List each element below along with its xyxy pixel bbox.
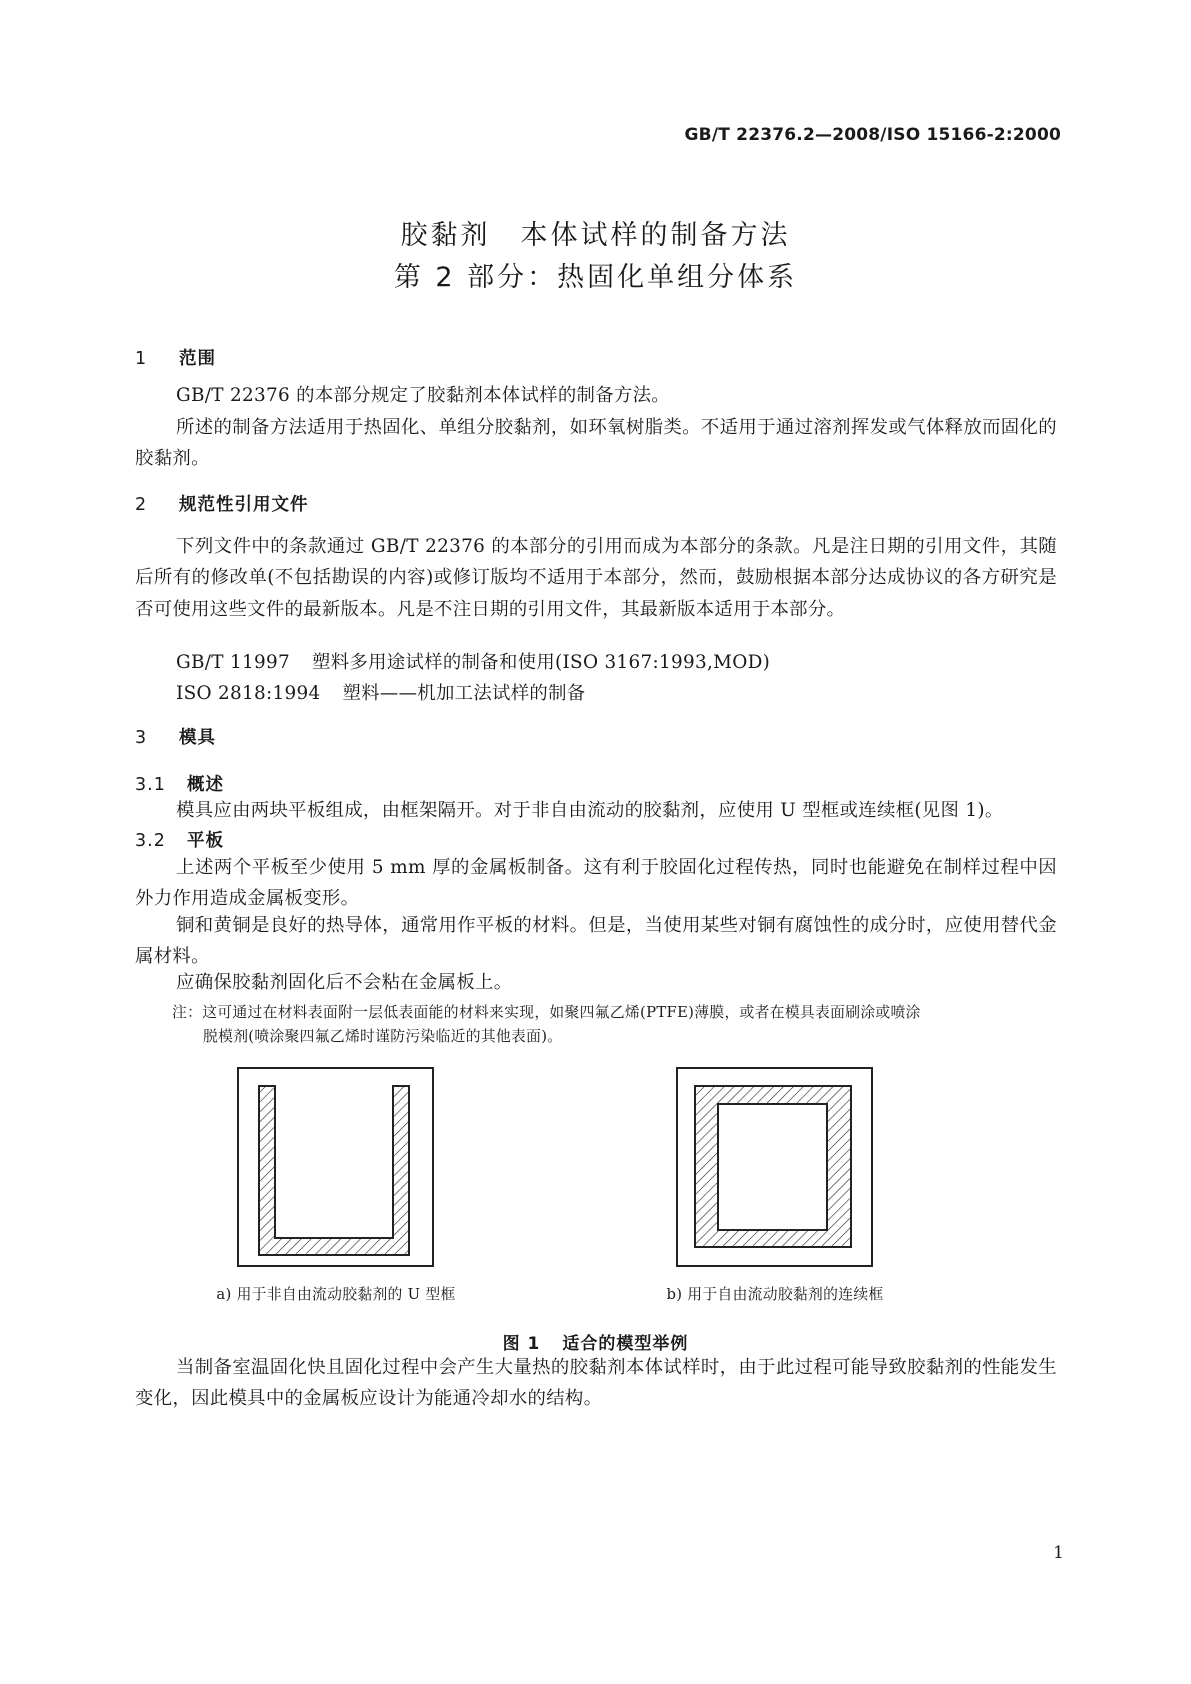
subsection-3-2-paragraph-2: 铜和黄铜是良好的热导体，通常用作平板的材料。但是，当使用某些对铜有腐蚀性的成分时，应使用替代金属材料。 <box>135 915 1057 968</box>
continuous-frame <box>695 1086 851 1247</box>
section-title: 模具 <box>179 728 216 748</box>
figure-caption-b: b) 用于自由流动胶黏剂的连续框 <box>666 1286 884 1303</box>
document-subtitle: 第 2 部分：热固化单组分体系 <box>393 262 798 293</box>
subsection-3-2-heading <box>135 827 224 852</box>
section-number: 2 <box>135 495 148 515</box>
figure-title-text: 适合的模型举例 <box>562 1334 689 1354</box>
page-number: 1 <box>1053 1543 1064 1563</box>
section-title: 范围 <box>179 349 216 369</box>
normative-reference-2 <box>176 678 1056 709</box>
subsection-3-2-paragraph-1: 上述两个平板至少使用 5 mm 厚的金属板制备。这有利于胶固化过程传热，同时也能避免在制样过程中因外力作用造成金属板变形。 <box>135 857 1057 910</box>
section-title: 规范性引用文件 <box>179 495 309 515</box>
section-number: 1 <box>135 349 148 369</box>
continuous-frame-figure <box>675 1066 875 1269</box>
reference-title: 塑料——机加工法试样的制备 <box>342 683 586 704</box>
subsection-number: 3.2 <box>135 831 166 851</box>
title-line1-b: 本体试样的制备方法 <box>520 220 791 251</box>
u-frame-figure <box>236 1066 436 1269</box>
subsection-title: 平板 <box>187 831 224 851</box>
section-2-paragraph-1: 下列文件中的条款通过 GB/T 22376 的本部分的引用而成为本部分的条款。凡是注日期的引用文件，其随后所有的修改单(不包括勘误的内容)或修订版均不适用于本部分，然而，鼓励根据本部分达成协议的各方研究是否可使用这些文件的最新版本。凡是不注日期的引用文件，其最新版本适用于本部分。 <box>135 536 1057 620</box>
section-number: 3 <box>135 728 148 748</box>
note-text-line-2: 脱模剂(喷涂聚四氟乙烯时谨防污染临近的其他表面)。 <box>203 1028 563 1045</box>
subsection-3-1-paragraph: 模具应由两块平板组成，由框架隔开。对于非自由流动的胶黏剂，应使用 U 型框或连续框(见图 1)。 <box>176 800 1004 821</box>
figure-label: 图 1 <box>502 1334 541 1354</box>
section-2-heading <box>135 491 309 516</box>
closing-paragraph: 当制备室温固化快且固化过程中会产生大量热的胶黏剂本体试样时，由于此过程可能导致胶黏剂的性能发生变化，因此模具中的金属板应设计为能通冷却水的结构。 <box>135 1357 1057 1410</box>
u-shaped-frame <box>259 1086 409 1255</box>
subsection-3-1-heading <box>135 771 224 796</box>
standard-code: GB/T 22376.2—2008/ISO 15166-2:2000 <box>684 125 1061 145</box>
section-1-paragraph-1: GB/T 22376 的本部分规定了胶黏剂本体试样的制备方法。 <box>176 385 670 406</box>
document-title <box>0 213 1191 252</box>
reference-code: ISO 2818:1994 <box>176 683 321 704</box>
note-label: 注： <box>172 1004 203 1021</box>
reference-title: 塑料多用途试样的制备和使用(ISO 3167:1993,MOD) <box>312 652 771 673</box>
note-text-line-1: 这可通过在材料表面附一层低表面能的材料来实现，如聚四氟乙烯(PTFE)薄膜，或者在模具表面刷涂或喷涂 <box>202 1004 921 1021</box>
subsection-3-2-paragraph-3: 应确保胶黏剂固化后不会粘在金属板上。 <box>176 972 513 993</box>
section-1-paragraph-2: 所述的制备方法适用于热固化、单组分胶黏剂，如环氧树脂类。不适用于通过溶剂挥发或气体释放而固化的胶黏剂。 <box>135 417 1057 470</box>
section-3-heading <box>135 724 216 749</box>
subsection-title: 概述 <box>187 775 224 795</box>
normative-reference-1 <box>176 647 1056 678</box>
figure-title <box>0 1329 1191 1354</box>
figure-caption-a: a) 用于非自由流动胶黏剂的 U 型框 <box>216 1286 456 1303</box>
section-1-heading <box>135 345 216 370</box>
title-line1-a: 胶黏剂 <box>400 220 491 251</box>
reference-code: GB/T 11997 <box>176 652 291 673</box>
subsection-number: 3.1 <box>135 775 166 795</box>
note <box>172 1001 1058 1025</box>
